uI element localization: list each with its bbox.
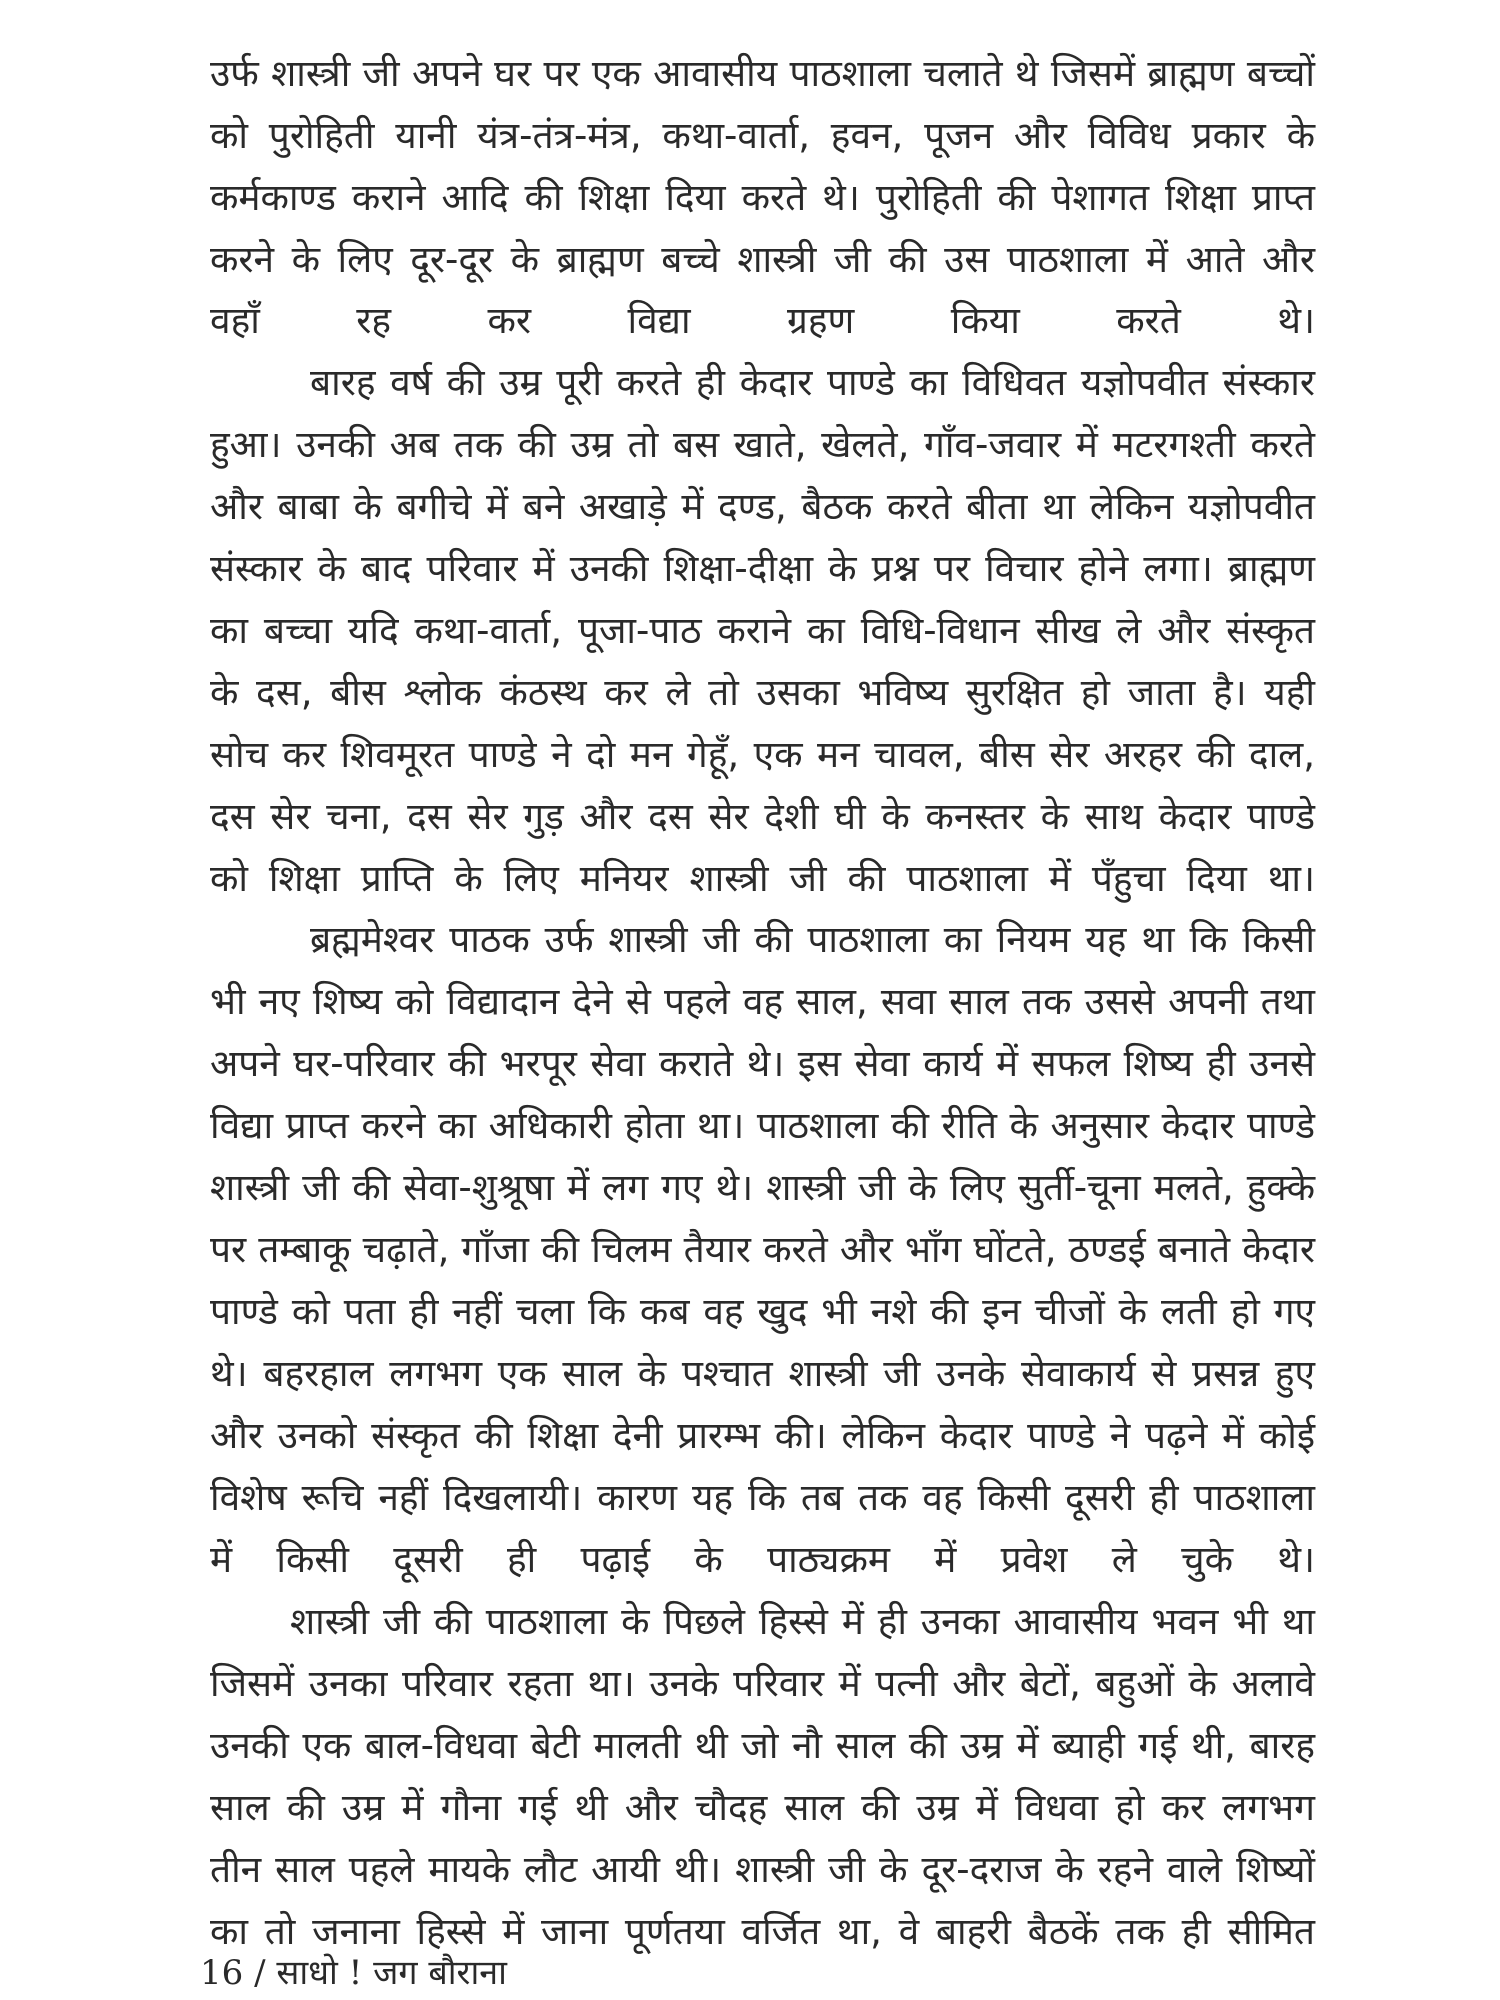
book-title: साधो ! जग बौराना (276, 1953, 507, 1993)
paragraph-3-line-11: में किसी दूसरी ही पढ़ाई के पाठ्यक्रम में प्रवेश ले चुके थे। (210, 1538, 1315, 1581)
paragraph-3-line-9: और उनको संस्कृत की शिक्षा देनी प्रारम्भ की। लेकिन केदार पाण्डे ने पढ़ने में कोई (210, 1414, 1315, 1457)
paragraph-2-line-6: के दस, बीस श्लोक कंठस्थ कर ले तो उसका भविष्य सुरक्षित हो जाता है। यही (210, 671, 1315, 714)
paragraph-2-line-1: बारह वर्ष की उम्र पूरी करते ही केदार पाण्डे का विधिवत यज्ञोपवीत संस्कार (310, 361, 1315, 404)
paragraph-1-line-1: उर्फ शास्त्री जी अपने घर पर एक आवासीय पाठशाला चलाते थे जिसमें ब्राह्मण बच्चों (210, 52, 1315, 95)
paragraph-1-line-2: को पुरोहिती यानी यंत्र-तंत्र-मंत्र, कथा-वार्ता, हवन, पूजन और विविध प्रकार के (210, 114, 1315, 157)
paragraph-2-line-7: सोच कर शिवमूरत पाण्डे ने दो मन गेहूँ, एक मन चावल, बीस सेर अरहर की दाल, (210, 733, 1315, 776)
paragraph-3-line-5: शास्त्री जी की सेवा-शुश्रूषा में लग गए थे। शास्त्री जी के लिए सुर्ती-चूना मलते, हुक्के (210, 1166, 1315, 1209)
paragraph-3-line-8: थे। बहरहाल लगभग एक साल के पश्चात शास्त्री जी उनके सेवाकार्य से प्रसन्न हुए (210, 1352, 1315, 1395)
paragraph-3-line-3: अपने घर-परिवार की भरपूर सेवा कराते थे। इस सेवा कार्य में सफल शिष्य ही उनसे (210, 1042, 1315, 1085)
paragraph-3-line-6: पर तम्बाकू चढ़ाते, गाँजा की चिलम तैयार करते और भाँग घोंटते, ठण्डई बनाते केदार (210, 1228, 1315, 1271)
paragraph-2-line-9: को शिक्षा प्राप्ति के लिए मनियर शास्त्री जी की पाठशाला में पँहुचा दिया था। (210, 857, 1315, 900)
paragraph-1-line-3: कर्मकाण्ड कराने आदि की शिक्षा दिया करते थे। पुरोहिती की पेशागत शिक्षा प्राप्त (210, 176, 1315, 219)
paragraph-4-line-3: उनकी एक बाल-विधवा बेटी मालती थी जो नौ साल की उम्र में ब्याही गई थी, बारह (210, 1724, 1315, 1767)
paragraph-4-line-4: साल की उम्र में गौना गई थी और चौदह साल की उम्र में विधवा हो कर लगभग (210, 1786, 1315, 1829)
paragraph-2-line-8: दस सेर चना, दस सेर गुड़ और दस सेर देशी घी के कनस्तर के साथ केदार पाण्डे (210, 795, 1315, 838)
paragraph-3-line-4: विद्या प्राप्त करने का अधिकारी होता था। पाठशाला की रीति के अनुसार केदार पाण्डे (210, 1104, 1315, 1147)
paragraph-2-line-2: हुआ। उनकी अब तक की उम्र तो बस खाते, खेलते, गाँव-जवार में मटरगश्ती करते (210, 423, 1315, 466)
paragraph-2-line-5: का बच्चा यदि कथा-वार्ता, पूजा-पाठ कराने का विधि-विधान सीख ले और संस्कृत (210, 609, 1315, 652)
paragraph-4-line-1: शास्त्री जी की पाठशाला के पिछले हिस्से में ही उनका आवासीय भवन भी था (290, 1600, 1315, 1643)
paragraph-4-line-6: का तो जनाना हिस्से में जाना पूर्णतया वर्जित था, वे बाहरी बैठकें तक ही सीमित (210, 1910, 1315, 1953)
paragraph-1-line-5: वहाँ रह कर विद्या ग्रहण किया करते थे। (210, 299, 1315, 342)
paragraph-2-line-4: संस्कार के बाद परिवार में उनकी शिक्षा-दीक्षा के प्रश्न पर विचार होने लगा। ब्राह्मण (210, 547, 1315, 590)
paragraph-1-line-4: करने के लिए दूर-दूर के ब्राह्मण बच्चे शास्त्री जी की उस पाठशाला में आते और (210, 238, 1315, 281)
paragraph-3-line-7: पाण्डे को पता ही नहीं चला कि कब वह खुद भी नशे की इन चीजों के लती हो गए (210, 1290, 1315, 1333)
paragraph-3-line-2: भी नए शिष्य को विद्यादान देने से पहले वह साल, सवा साल तक उससे अपनी तथा (210, 980, 1315, 1023)
paragraph-4-line-5: तीन साल पहले मायके लौट आयी थी। शास्त्री जी के दूर-दराज के रहने वाले शिष्यों (210, 1848, 1315, 1891)
paragraph-2-line-3: और बाबा के बगीचे में बने अखाड़े में दण्ड, बैठक करते बीता था लेकिन यज्ञोपवीत (210, 485, 1315, 528)
paragraph-4-line-2: जिसमें उनका परिवार रहता था। उनके परिवार में पत्नी और बेटों, बहुओं के अलावे (210, 1662, 1315, 1705)
page-footer (200, 1948, 507, 1998)
footer-separator: / (254, 1953, 266, 1993)
paragraph-3-line-1: ब्रह्ममेश्वर पाठक उर्फ शास्त्री जी की पाठशाला का नियम यह था कि किसी (310, 918, 1315, 961)
paragraph-3-line-10: विशेष रूचि नहीं दिखलायी। कारण यह कि तब तक वह किसी दूसरी ही पाठशाला (210, 1476, 1315, 1519)
page-number: 16 (200, 1953, 244, 1993)
